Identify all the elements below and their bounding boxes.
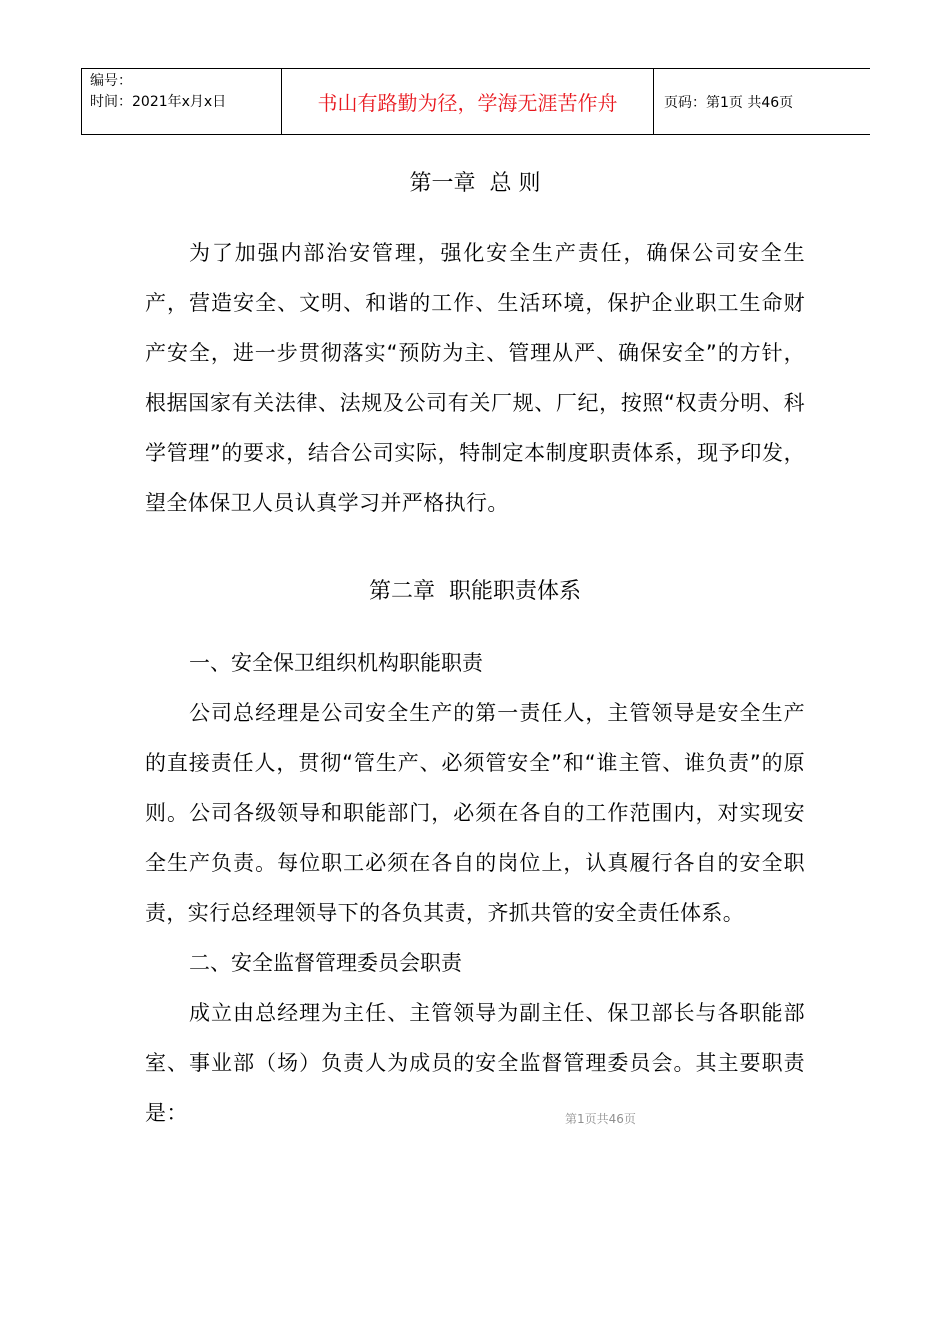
page-info: 页码：第1页 共46页 (664, 94, 794, 111)
document-body (145, 160, 805, 1138)
header-page-cell (654, 69, 870, 134)
header-motto: 书山有路勤为径，学海无涯苦作舟 (317, 91, 618, 115)
header-meta-cell (82, 69, 282, 134)
section-1-title: 一、安全保卫组织机构职能职责 (189, 651, 483, 675)
chapter-1-paragraph: 为了加强内部治安管理，强化安全生产责任，确保公司安全生产，营造安全、文明、和谐的工作、生活环境，保护企业职工生命财产安全，进一步贯彻落实“预防为主、管理从严、确保安全”的方针，根据国家有关法律、法规及公司有关厂规、厂纪，按照“权责分明、科学管理”的要求，结合公司实际，特制定本制度职责体系，现予印发，望全体保卫人员认真学习并严格执行。 (145, 241, 805, 515)
page-footer-overlay: 第1页共46页 (565, 1112, 636, 1126)
header-table (81, 68, 870, 135)
chapter-2-title: 第二章 职能职责体系 (369, 579, 581, 604)
section-2-paragraph: 成立由总经理为主任、主管领导为副主任、保卫部长与各职能部室、事业部（场）负责人为成员的安全监督管理委员会。其主要职责是： (145, 1001, 805, 1125)
header-motto-cell (282, 69, 654, 134)
section-1-paragraph: 公司总经理是公司安全生产的第一责任人，主管领导是安全生产的直接责任人，贯彻“管生产、必须管安全”和“谁主管、谁负责”的原则。公司各级领导和职能部门，必须在各自的工作范围内，对实现安全生产负责。每位职工必须在各自的岗位上，认真履行各自的安全职责，实行总经理领导下的各负其责，齐抓共管的安全责任体系。 (145, 701, 805, 925)
chapter-1-title: 第一章 总 则 (409, 171, 541, 196)
section-2-title: 二、安全监督管理委员会职责 (189, 951, 462, 975)
document-number-label: 编号： (90, 73, 132, 89)
document-date-label: 时间：2021年x月x日 (90, 94, 227, 110)
